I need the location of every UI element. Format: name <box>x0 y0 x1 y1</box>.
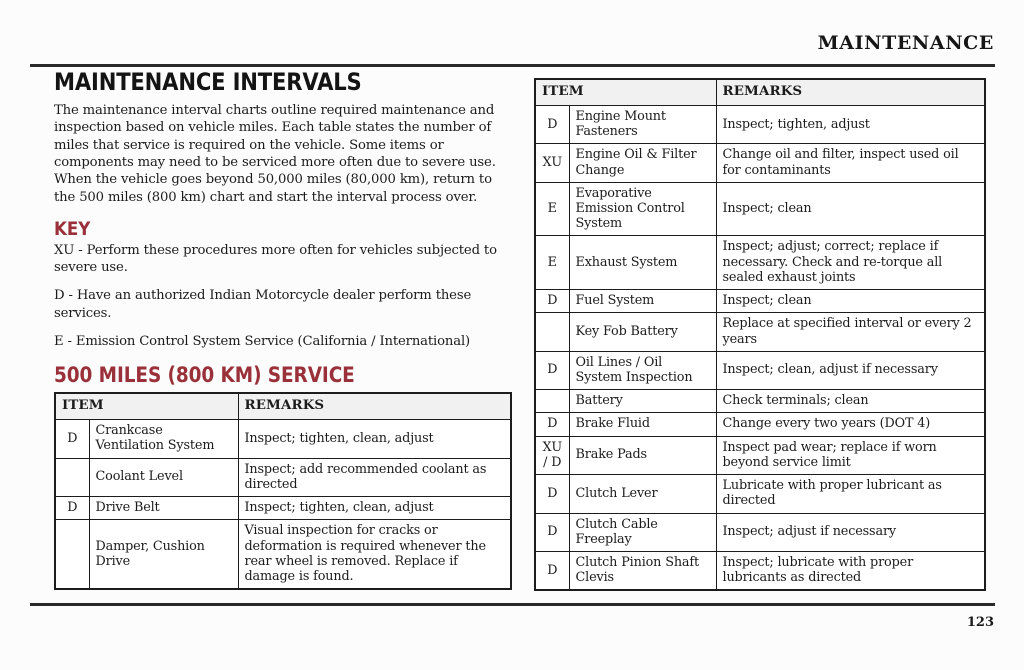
row-remarks: Check terminals; clean <box>716 390 985 413</box>
row-code: D <box>535 551 569 590</box>
row-item: Brake Fluid <box>569 413 716 436</box>
row-remarks: Lubricate with proper lubricant as directed <box>716 475 985 513</box>
page-title: MAINTENANCE INTERVALS <box>54 68 362 96</box>
row-remarks: Visual inspection for cracks or deformation is required whenever the rear wheel is removed. Replace if damage is found. <box>238 520 511 589</box>
row-code: D <box>535 413 569 436</box>
column-header-item: ITEM <box>55 393 238 419</box>
table-row <box>535 290 985 313</box>
page-number: 123 <box>966 615 994 630</box>
table-row <box>535 236 985 290</box>
row-code: D <box>535 290 569 313</box>
row-remarks: Inspect; adjust if necessary <box>716 513 985 551</box>
table-row <box>535 513 985 551</box>
row-item: Evaporative Emission Control System <box>569 182 716 236</box>
row-item: Engine Mount Fasteners <box>569 105 716 143</box>
left-column <box>54 70 510 590</box>
column-header-remarks: REMARKS <box>238 393 511 419</box>
row-code: XU / D <box>535 436 569 474</box>
intro-paragraph: The maintenance interval charts outline required maintenance and inspection based on vehicle miles. Each table states the number of miles that service is required on the vehicle. Some items or components may need to be serviced more often due to severe use. When the vehicle goes beyond 50,000 miles (80,000 km), return to the 500 miles (800 km) chart and start the interval process over. <box>54 103 496 205</box>
row-remarks: Change oil and filter, inspect used oil for contaminants <box>716 144 985 182</box>
right-column <box>534 78 984 591</box>
table-row <box>535 313 985 351</box>
row-remarks: Inspect; tighten, adjust <box>716 105 985 143</box>
row-item: Crankcase Ventilation System <box>89 420 238 458</box>
column-header-item: ITEM <box>535 79 716 105</box>
row-item: Damper, Cushion Drive <box>89 520 238 589</box>
row-remarks: Inspect; clean <box>716 290 985 313</box>
row-code <box>535 313 569 351</box>
key-entry-xu: XU - Perform these procedures more often for vehicles subjected to severe use. <box>54 242 497 276</box>
row-item: Clutch Lever <box>569 475 716 513</box>
row-remarks: Inspect; tighten, clean, adjust <box>238 497 511 520</box>
row-remarks: Inspect; clean <box>716 182 985 236</box>
table-row <box>535 436 985 474</box>
footer-rule <box>30 603 995 606</box>
table-row <box>535 144 985 182</box>
table-row <box>535 351 985 389</box>
running-header-title: MAINTENANCE <box>817 32 994 54</box>
row-item: Brake Pads <box>569 436 716 474</box>
table-row <box>55 420 511 458</box>
row-code <box>55 458 89 496</box>
row-code: XU <box>535 144 569 182</box>
row-remarks: Inspect pad wear; replace if worn beyond service limit <box>716 436 985 474</box>
table-row <box>55 458 511 496</box>
row-code <box>535 390 569 413</box>
service-table-continued <box>534 78 986 591</box>
table-row <box>535 413 985 436</box>
table-header-row <box>55 393 511 419</box>
table-row <box>535 551 985 590</box>
key-entry-e: E - Emission Control System Service (California / International) <box>54 333 471 349</box>
row-code: E <box>535 182 569 236</box>
row-remarks: Inspect; add recommended coolant as directed <box>238 458 511 496</box>
table-row <box>55 520 511 589</box>
key-entry-d: D - Have an authorized Indian Motorcycle dealer perform these services. <box>54 288 472 321</box>
row-remarks: Inspect; lubricate with proper lubricants as directed <box>716 551 985 590</box>
row-item: Battery <box>569 390 716 413</box>
row-item: Exhaust System <box>569 236 716 290</box>
row-code: D <box>535 475 569 513</box>
table-row <box>55 497 511 520</box>
row-remarks: Inspect; clean, adjust if necessary <box>716 351 985 389</box>
row-code: D <box>535 105 569 143</box>
row-item: Fuel System <box>569 290 716 313</box>
table-row <box>535 475 985 513</box>
key-heading: KEY <box>54 217 91 240</box>
row-code <box>55 520 89 589</box>
row-code: D <box>535 351 569 389</box>
row-item: Clutch Cable Freeplay <box>569 513 716 551</box>
row-item: Coolant Level <box>89 458 238 496</box>
row-remarks: Change every two years (DOT 4) <box>716 413 985 436</box>
row-remarks: Inspect; adjust; correct; replace if necessary. Check and re-torque all sealed exhaust joints <box>716 236 985 290</box>
service-table-500-miles <box>54 392 512 590</box>
row-item: Clutch Pinion Shaft Clevis <box>569 551 716 590</box>
row-code: D <box>535 513 569 551</box>
row-remarks: Replace at specified interval or every 2 years <box>716 313 985 351</box>
row-code: D <box>55 497 89 520</box>
table-row <box>535 105 985 143</box>
service-interval-heading: 500 MILES (800 KM) SERVICE <box>54 363 355 388</box>
row-item: Oil Lines / Oil System Inspection <box>569 351 716 389</box>
row-item: Key Fob Battery <box>569 313 716 351</box>
header-rule <box>30 64 995 67</box>
row-item: Engine Oil & Filter Change <box>569 144 716 182</box>
table-header-row <box>535 79 985 105</box>
column-header-remarks: REMARKS <box>716 79 985 105</box>
table-row <box>535 182 985 236</box>
row-code: E <box>535 236 569 290</box>
row-remarks: Inspect; tighten, clean, adjust <box>238 420 511 458</box>
row-code: D <box>55 420 89 458</box>
table-row <box>535 390 985 413</box>
row-item: Drive Belt <box>89 497 238 520</box>
